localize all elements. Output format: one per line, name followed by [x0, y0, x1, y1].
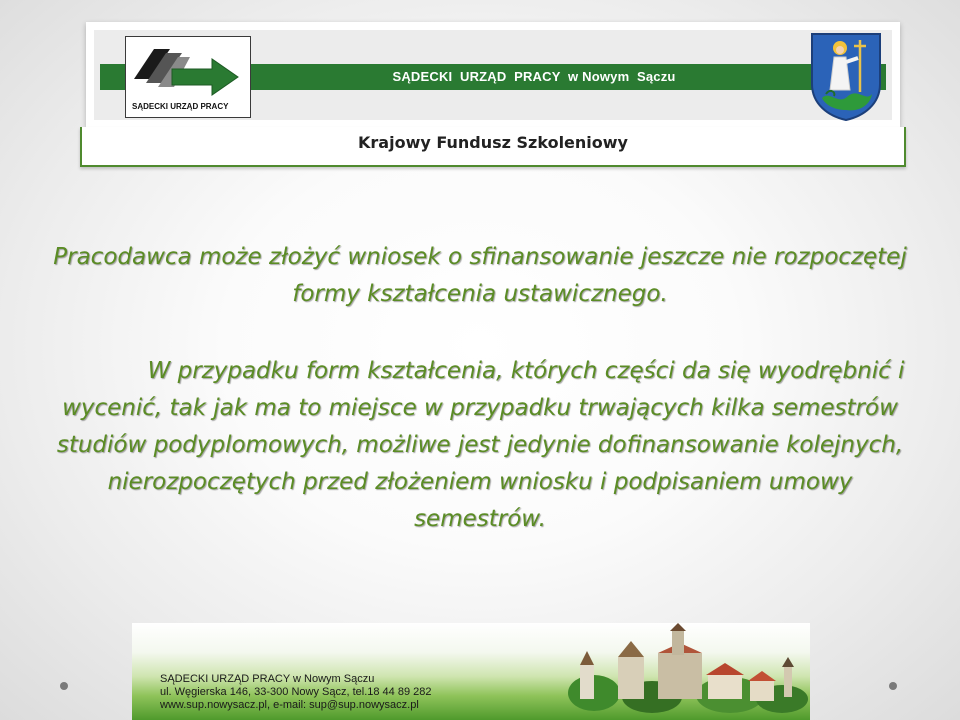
decorative-dot-left [60, 682, 68, 690]
paragraph-1: Pracodawca może złożyć wniosek o sfinansowanie jeszcze nie rozpoczętej formy kształcenia ustawicznego. [53, 244, 907, 307]
footer-line-web: www.sup.nowysacz.pl, e-mail: sup@sup.nowysacz.pl [160, 699, 419, 711]
paragraph-2: W przypadku form kształcenia, których części da się wyodrębnić i wycenić, tak jak ma to miejsce w przypadku trwających kilka semestrów studiów podyplomowych, możliwe jest jedynie dofinansowanie kolejnych, nierozpoczętych przed złożeniem wniosku i podpisaniem umowy semestrów. [56, 358, 905, 532]
coat-of-arms-icon [808, 32, 884, 122]
header-inner [94, 30, 892, 120]
decorative-dot-right [889, 682, 897, 690]
footer-line-agency: SĄDECKI URZĄD PRACY w Nowym Sączu [160, 673, 375, 685]
agency-name: SĄDECKI URZĄD PRACY w Nowym Sączu [392, 69, 676, 84]
subtitle: Krajowy Fundusz Szkoleniowy [358, 133, 628, 152]
agency-logo [125, 36, 251, 118]
footer-line-address: ul. Węgierska 146, 33-300 Nowy Sącz, tel.18 44 89 282 [160, 686, 432, 698]
logo-caption: SĄDECKI URZĄD PRACY [132, 102, 229, 111]
subtitle-box [80, 127, 906, 167]
footer-banner [132, 623, 810, 720]
header-banner [86, 22, 900, 128]
paragraph-2-container [40, 353, 920, 538]
footer-contact [160, 673, 432, 712]
